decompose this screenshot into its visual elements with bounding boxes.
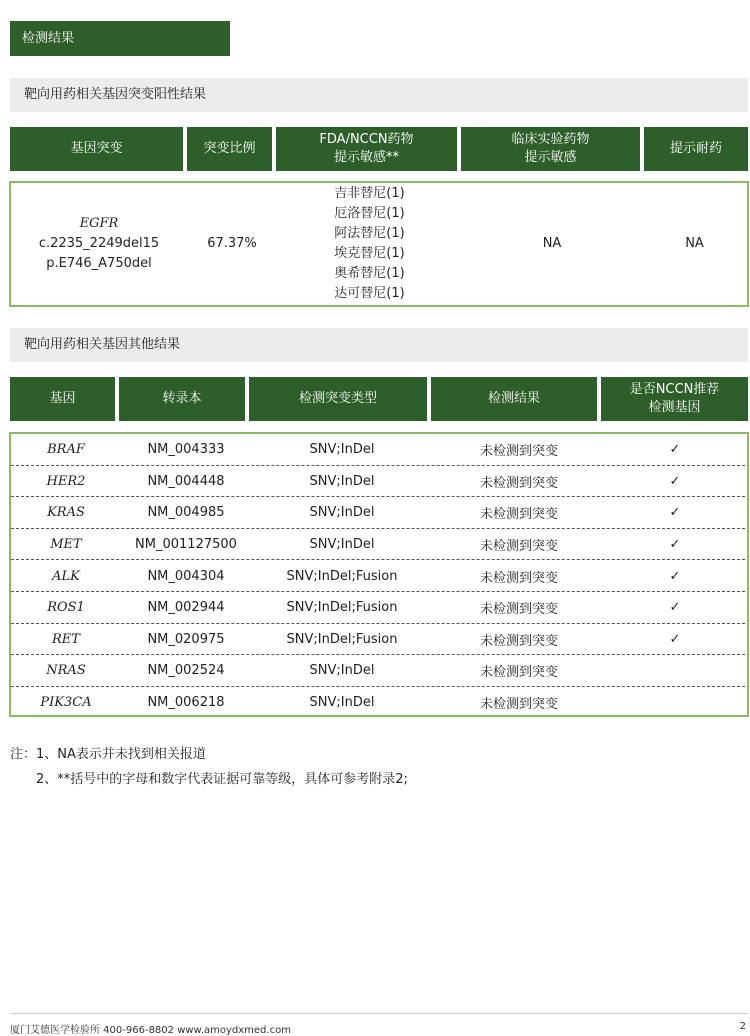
row-result: 未检测到突变 <box>479 570 558 586</box>
col-header-nccn-line2: 检测基因 <box>648 400 701 415</box>
col-header-resistance-label: 提示耐药 <box>669 141 722 156</box>
col-header-resistance <box>644 127 748 171</box>
col-header-gene <box>10 377 115 421</box>
row-gene: ALK <box>52 568 80 584</box>
row-nccn-check: ✓ <box>669 505 681 521</box>
protein-change: p.E746_A750del <box>46 256 152 271</box>
drug-item: 奥希替尼(1) <box>334 266 405 281</box>
col-header-clinical-line2: 提示敏感 <box>524 150 577 165</box>
row-type: SNV;InDel;Fusion <box>286 600 398 616</box>
mutation-ratio: 67.37% <box>207 236 257 251</box>
mutation-cell <box>11 183 187 305</box>
row-nccn-check: ✓ <box>669 600 681 616</box>
table-row <box>11 497 745 529</box>
row-type: SNV;InDel;Fusion <box>286 631 398 647</box>
row-gene: PIK3CA <box>40 695 92 711</box>
row-type: SNV;InDel <box>309 537 375 553</box>
ratio-cell <box>187 183 277 305</box>
drug-item: 达可替尼(1) <box>334 286 405 301</box>
row-result: 未检测到突变 <box>479 697 558 713</box>
row-nccn-check <box>605 687 745 719</box>
drug-item: 阿法替尼(1) <box>334 226 405 241</box>
row-result: 未检测到突变 <box>479 444 558 460</box>
table-row <box>11 560 745 592</box>
row-type: SNV;InDel <box>309 505 375 521</box>
col-header-transcript-label: 转录本 <box>162 391 202 406</box>
clinical-cell <box>462 183 642 305</box>
row-type: SNV;InDel <box>309 442 375 458</box>
page-number: 2 <box>739 1021 746 1032</box>
row-transcript: NM_004333 <box>147 442 225 458</box>
footer-divider <box>10 1013 748 1014</box>
row-result: 未检测到突变 <box>479 539 558 555</box>
row-result: 未检测到突变 <box>479 507 558 523</box>
row-transcript: NM_004985 <box>147 505 225 521</box>
row-transcript: NM_004448 <box>147 473 225 489</box>
row-gene: MET <box>50 537 82 553</box>
row-result: 未检测到突变 <box>479 602 558 618</box>
table-row <box>11 434 745 466</box>
row-type: SNV;InDel <box>309 695 375 711</box>
other-result-table <box>9 432 749 717</box>
section-positive-title: 靶向用药相关基因突变阳性结果 <box>10 78 748 112</box>
row-transcript: NM_004304 <box>147 568 225 584</box>
note-line-2: 2、**括号中的字母和数字代表证据可靠等级，具体可参考附录2; <box>36 772 408 787</box>
row-nccn-check <box>605 655 745 687</box>
col-header-nccn <box>601 377 748 421</box>
resistance-drug: NA <box>685 236 704 251</box>
col-header-transcript <box>119 377 245 421</box>
drug-list <box>277 183 462 305</box>
footer-text: 厦门艾德医学检验所 400-966-8802 www.amoydxmed.com <box>10 1025 291 1036</box>
col-header-fda-line2: 提示敏感** <box>333 150 399 165</box>
col-header-ratio <box>187 127 272 171</box>
cdna-change: c.2235_2249del15 <box>38 236 160 251</box>
notes <box>10 742 408 792</box>
page-title: 检测结果 <box>10 21 230 56</box>
col-header-fda <box>276 127 457 171</box>
row-result: 未检测到突变 <box>479 633 558 649</box>
col-header-fda-line1: FDA/NCCN药物 <box>319 132 414 147</box>
row-gene: HER2 <box>46 473 86 489</box>
note-line-1: 注：1、NA表示并未找到相关报道 <box>10 747 206 762</box>
row-transcript: NM_002524 <box>147 663 225 679</box>
col-header-type <box>249 377 427 421</box>
table-row <box>11 687 745 719</box>
row-result: 未检测到突变 <box>479 475 558 491</box>
row-nccn-check: ✓ <box>669 537 681 553</box>
row-nccn-check: ✓ <box>669 442 681 458</box>
col-header-result-label: 检测结果 <box>487 391 540 406</box>
col-header-type-label: 检测突变类型 <box>298 391 377 406</box>
section-other-title: 靶向用药相关基因其他结果 <box>10 328 748 362</box>
row-gene: BRAF <box>47 442 85 458</box>
row-type: SNV;InDel <box>309 663 375 679</box>
col-header-nccn-line1: 是否NCCN推荐 <box>629 382 720 397</box>
clinical-drug: NA <box>542 236 562 251</box>
row-gene: NRAS <box>46 663 86 679</box>
drug-item: 厄洛替尼(1) <box>334 206 405 221</box>
table-row <box>11 655 745 687</box>
row-type: SNV;InDel;Fusion <box>286 568 398 584</box>
row-transcript: NM_001127500 <box>135 537 237 553</box>
col-header-mutation-label: 基因突变 <box>70 141 123 156</box>
row-nccn-check: ✓ <box>669 568 681 584</box>
row-nccn-check: ✓ <box>669 473 681 489</box>
row-gene: RET <box>52 631 80 647</box>
col-header-mutation <box>10 127 183 171</box>
resistance-cell <box>642 183 747 305</box>
gene-name: EGFR <box>79 216 119 231</box>
col-header-clinical <box>461 127 640 171</box>
col-header-clinical-line1: 临床实验药物 <box>511 132 590 147</box>
row-gene: ROS1 <box>47 600 85 616</box>
col-header-result <box>431 377 597 421</box>
row-transcript: NM_002944 <box>147 600 225 616</box>
table-row <box>11 592 745 624</box>
row-transcript: NM_020975 <box>147 631 225 647</box>
drug-item: 埃克替尼(1) <box>334 246 405 261</box>
row-gene: KRAS <box>47 505 85 521</box>
row-result: 未检测到突变 <box>479 665 558 681</box>
row-transcript: NM_006218 <box>147 695 225 711</box>
col-header-ratio-label: 突变比例 <box>203 141 256 156</box>
drug-item: 吉非替尼(1) <box>334 186 405 201</box>
table-row <box>11 466 745 498</box>
table-row <box>11 624 745 656</box>
table-row <box>11 529 745 561</box>
col-header-gene-label: 基因 <box>49 391 76 406</box>
row-type: SNV;InDel <box>309 473 375 489</box>
positive-result-table <box>9 181 749 307</box>
row-nccn-check: ✓ <box>669 631 681 647</box>
